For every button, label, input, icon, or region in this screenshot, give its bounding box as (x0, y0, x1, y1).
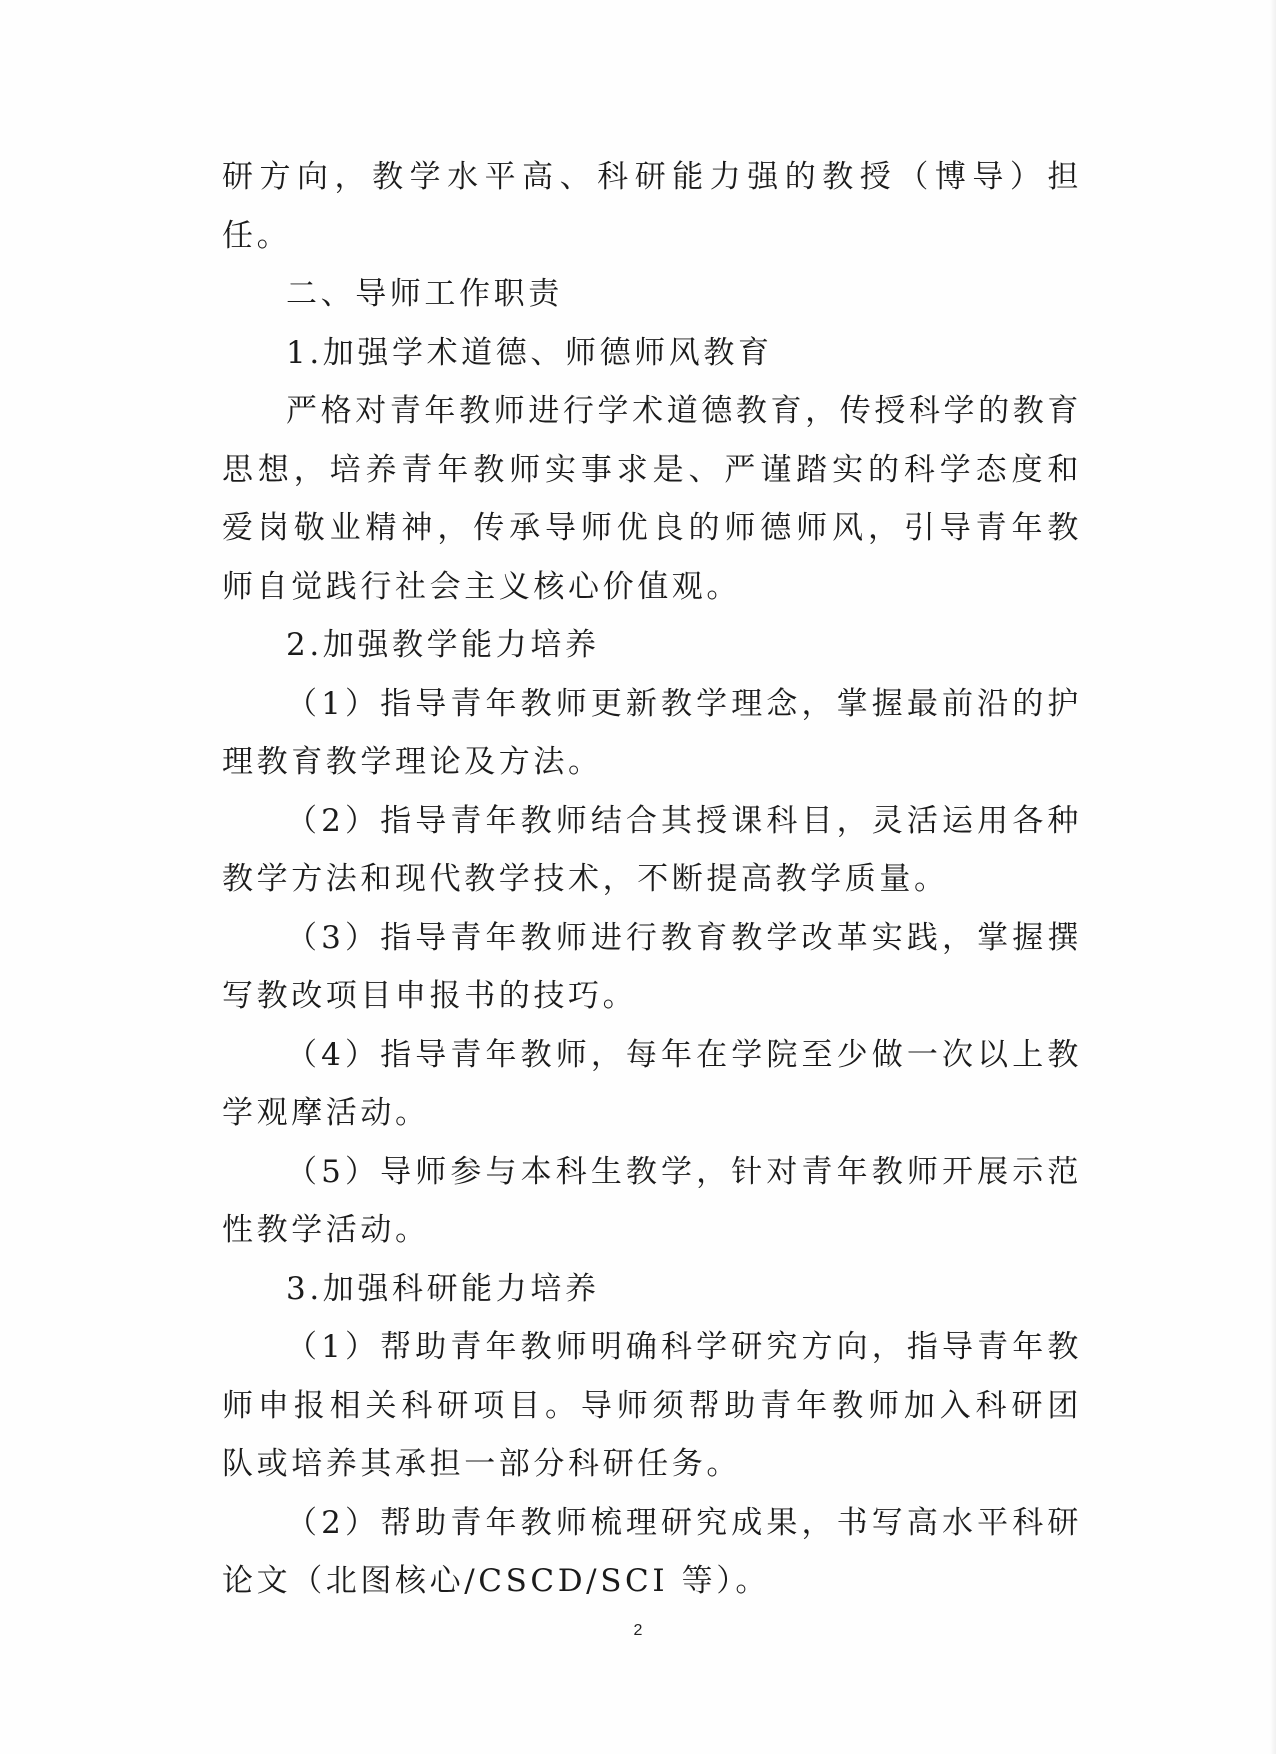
list-item: （3）指导青年教师进行教育教学改革实践，掌握撰写教改项目申报书的技巧。 (222, 919, 1082, 1014)
subsection-heading: 2.加强教学能力培养 (286, 627, 600, 663)
list-item: （4）指导青年教师，每年在学院至少做一次以上教学观摩活动。 (222, 1036, 1082, 1131)
paragraph: 研方向，教学水平高、科研能力强的教授（博导）担任。 (222, 159, 1082, 254)
list-item: （5）导师参与本科生教学，针对青年教师开展示范性教学活动。 (222, 1153, 1082, 1248)
section-heading: 二、导师工作职责 (286, 276, 563, 312)
list-item: （2）帮助青年教师梳理研究成果，书写高水平科研论文（北图核心/CSCD/SCI 等）。 (222, 1504, 1082, 1599)
document-body (222, 148, 1082, 1611)
page-number: 2 (633, 1622, 643, 1639)
subsection-heading: 1.加强学术道德、师德师风教育 (286, 334, 773, 371)
list-item: （1）指导青年教师更新教学理念，掌握最前沿的护理教育教学理论及方法。 (222, 685, 1082, 780)
subsection-heading: 3.加强科研能力培养 (286, 1270, 600, 1307)
list-item: （1）帮助青年教师明确科学研究方向，指导青年教师申报相关科研项目。导师须帮助青年教师加入科研团队或培养其承担一部分科研任务。 (222, 1329, 1082, 1482)
list-item: （2）指导青年教师结合其授课科目，灵活运用各种教学方法和现代教学技术，不断提高教学质量。 (222, 802, 1082, 897)
paragraph: 严格对青年教师进行学术道德教育，传授科学的教育思想，培养青年教师实事求是、严谨踏实的科学态度和爱岗敬业精神，传承导师优良的师德师风，引导青年教师自觉践行社会主义核心价值观。 (222, 393, 1082, 605)
scan-edge-shadow (1270, 0, 1276, 1754)
